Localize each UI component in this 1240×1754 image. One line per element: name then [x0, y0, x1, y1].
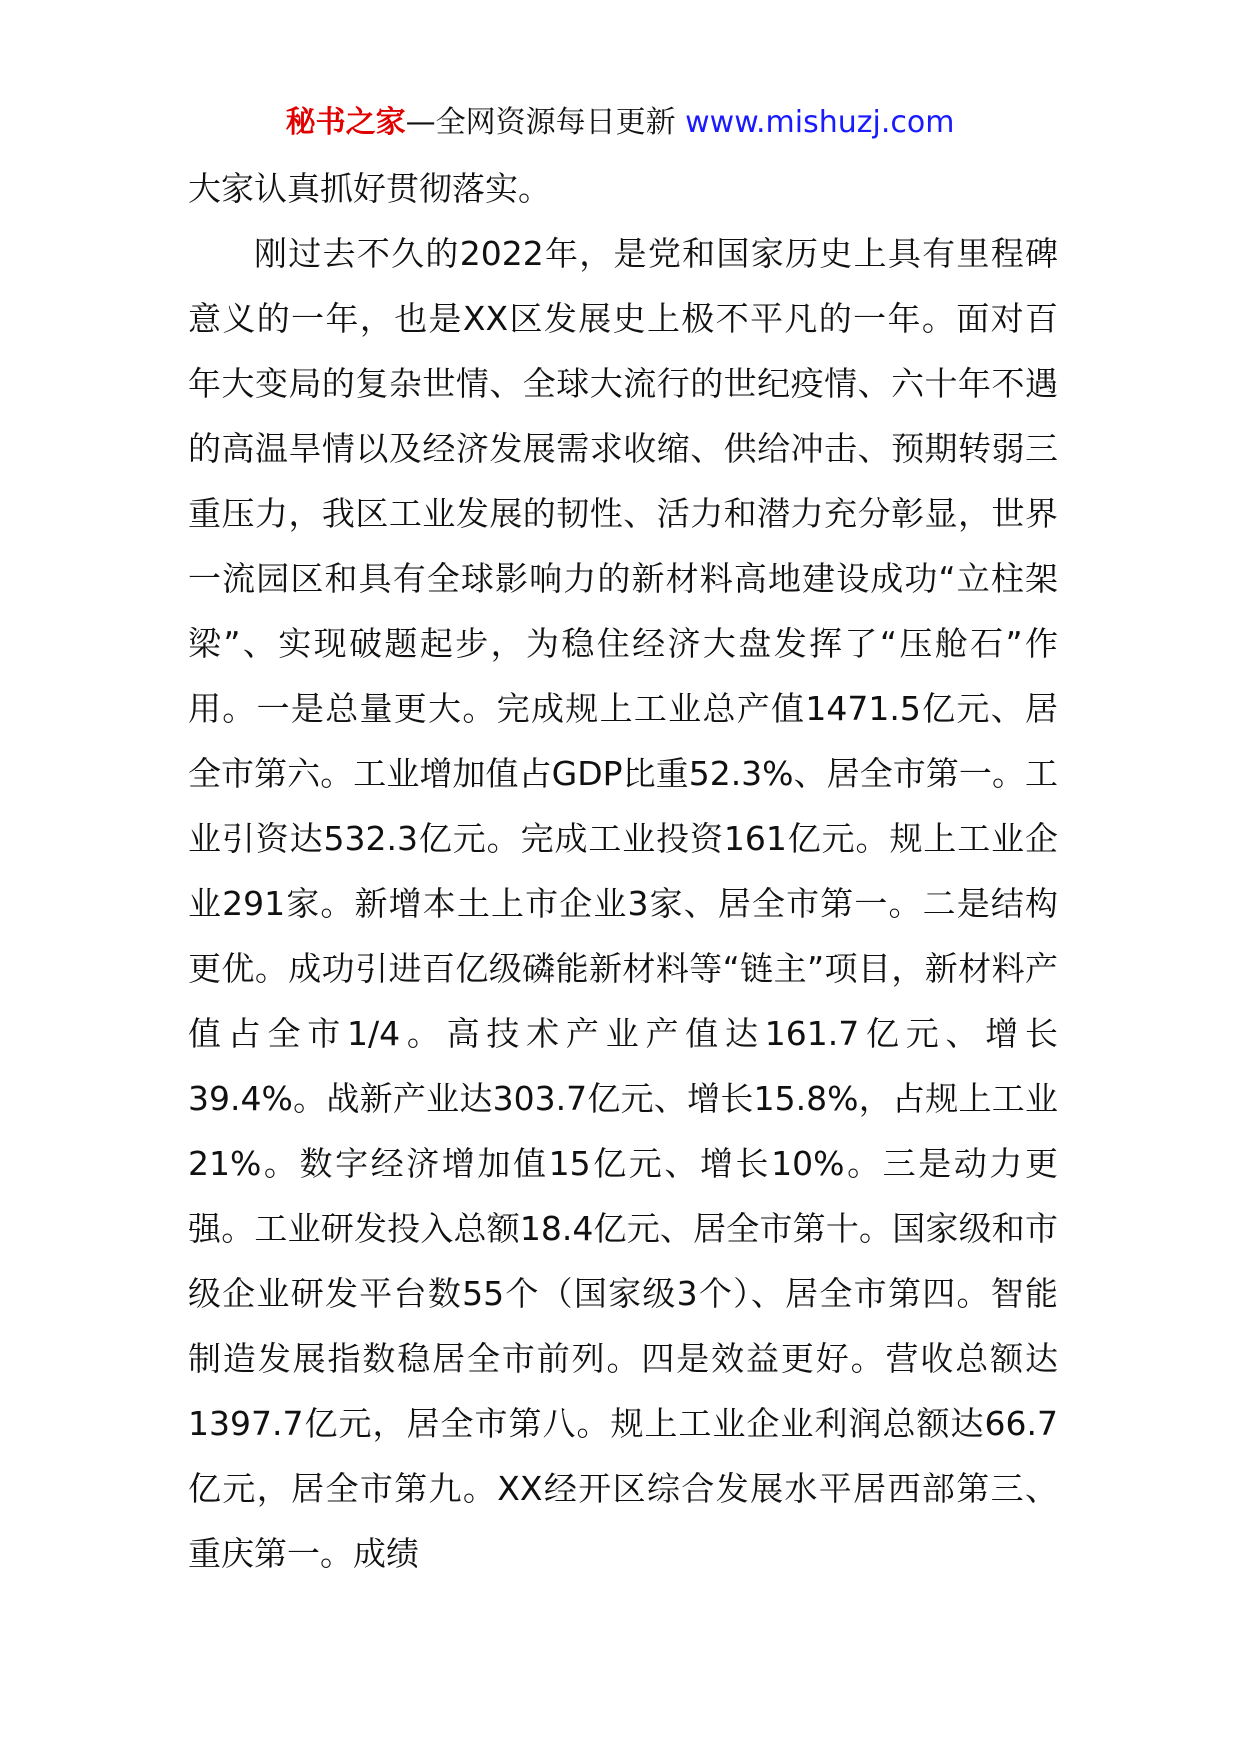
site-header: [0, 100, 1240, 146]
site-brand: 秘书之家: [285, 105, 406, 140]
paragraph-continuation: 大家认真抓好贯彻落实。: [188, 169, 551, 208]
site-tagline: —全网资源每日更新: [405, 105, 686, 140]
paragraph-main: 刚过去不久的2022年，是党和国家历史上具有里程碑意义的一年，也是XX区发展史上极不平凡的一年。面对百年大变局的复杂世情、全球大流行的世纪疫情、六十年不遇的高温旱情以及经济发展需求收缩、供给冲击、预期转弱三重压力，我区工业发展的韧性、活力和潜力充分彰显，世界一流园区和具有全球影响力的新材料高地建设成功“立柱架梁”、实现破题起步，为稳住经济大盘发挥了“压舱石”作用。一是总量更大。完成规上工业总产值1471.5亿元、居全市第六。工业增加值占GDP比重52.3%、居全市第一。工业引资达532.3亿元。完成工业投资161亿元。规上工业企业291家。新增本土上市企业3家、居全市第一。二是结构更优。成功引进百亿级磷能新材料等“链主”项目，新材料产值占全市1/4。高技术产业产值达161.7亿元、增长39.4%。战新产业达303.7亿元、增长15.8%，占规上工业21%。数字经济增加值15亿元、增长10%。三是动力更强。工业研发投入总额18.4亿元、居全市第十。国家级和市级企业研发平台数55个（国家级3个）、居全市第四。智能制造发展指数稳居全市前列。四是效益更好。营收总额达1397.7亿元，居全市第八。规上工业企业利润总额达66.7亿元，居全市第九。XX经开区综合发展水平居西部第三、重庆第一。成绩: [188, 234, 1058, 1573]
site-url-link[interactable]: www.mishuzj.com: [685, 105, 955, 140]
document-body: [188, 156, 1058, 1586]
